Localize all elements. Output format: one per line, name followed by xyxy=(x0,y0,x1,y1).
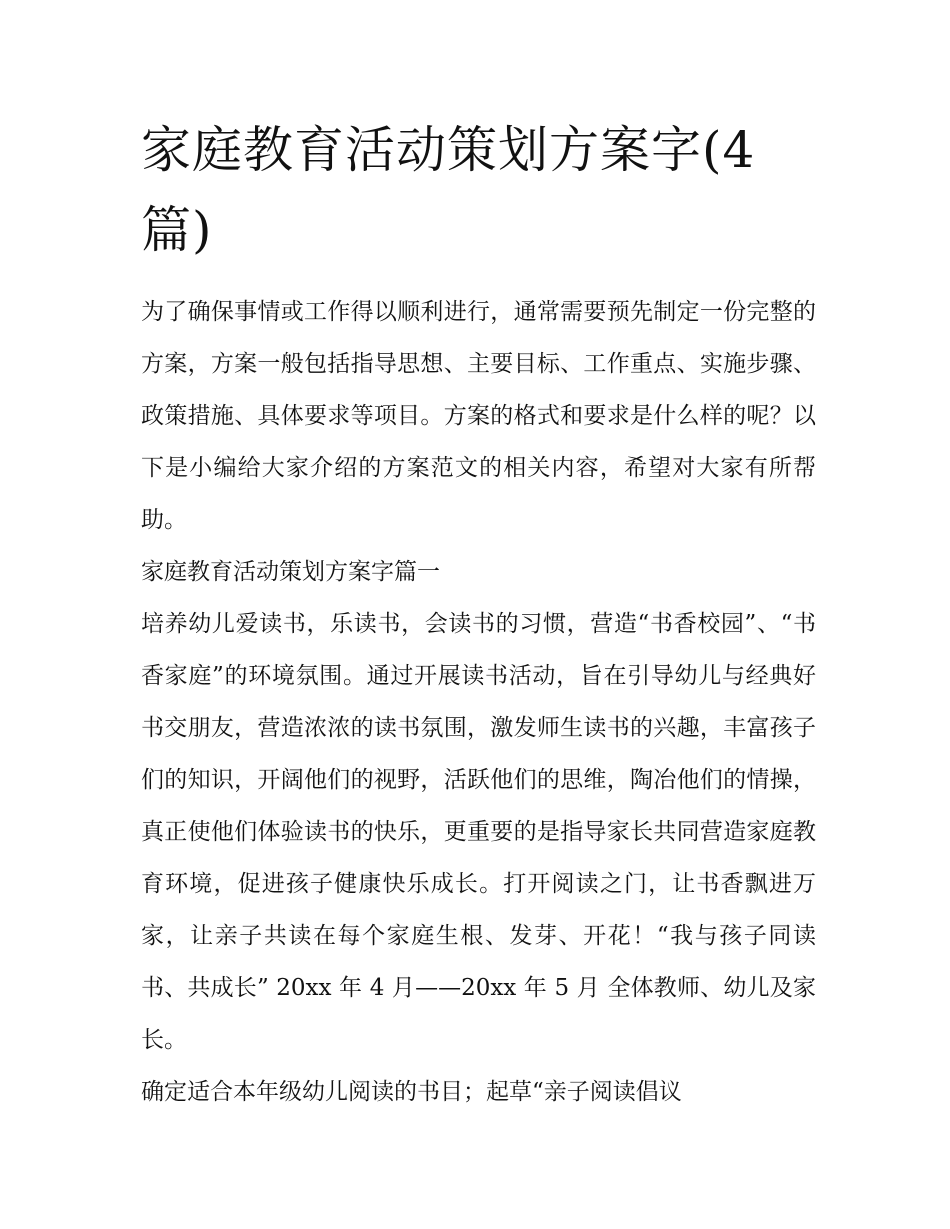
intro-paragraph: 为了确保事情或工作得以顺利进行，通常需要预先制定一份完整的方案，方案一般包括指导思想、主要目标、工作重点、实施步骤、政策措施、具体要求等项目。方案的格式和要求是什么样的呢？以下是小编给大家介绍的方案范文的相关内容，希望对大家有所帮助。 xyxy=(141,299,816,533)
body-paragraph-1: 培养幼儿爱读书，乐读书，会读书的习惯，营造“书香校园”、“书香家庭”的环境氛围。通过开展读书活动，旨在引导幼儿与经典好书交朋友，营造浓浓的读书氛围，激发师生读书的兴趣，丰富孩子们的知识，开阔他们的视野，活跃他们的思维，陶冶他们的情操，真正使他们体验读书的快乐，更重要的是指导家长共同营造家庭教育环境，促进孩子健康快乐成长。打开阅读之门，让书香飘进万家，让亲子共读在每个家庭生根、发芽、开花！“我与孩子同读书、共成长” 20xx 年 4 月——20xx 年 5 月 全体教师、幼儿及家长。 xyxy=(141,611,816,1053)
section-heading: 家庭教育活动策划方案字篇一 xyxy=(141,559,440,585)
document-title: 家庭教育活动策划方案字(4篇) xyxy=(141,121,756,259)
document-page xyxy=(141,110,816,1118)
body-paragraph-2: 确定适合本年级幼儿阅读的书目；起草“亲子阅读倡议 xyxy=(141,1079,682,1105)
